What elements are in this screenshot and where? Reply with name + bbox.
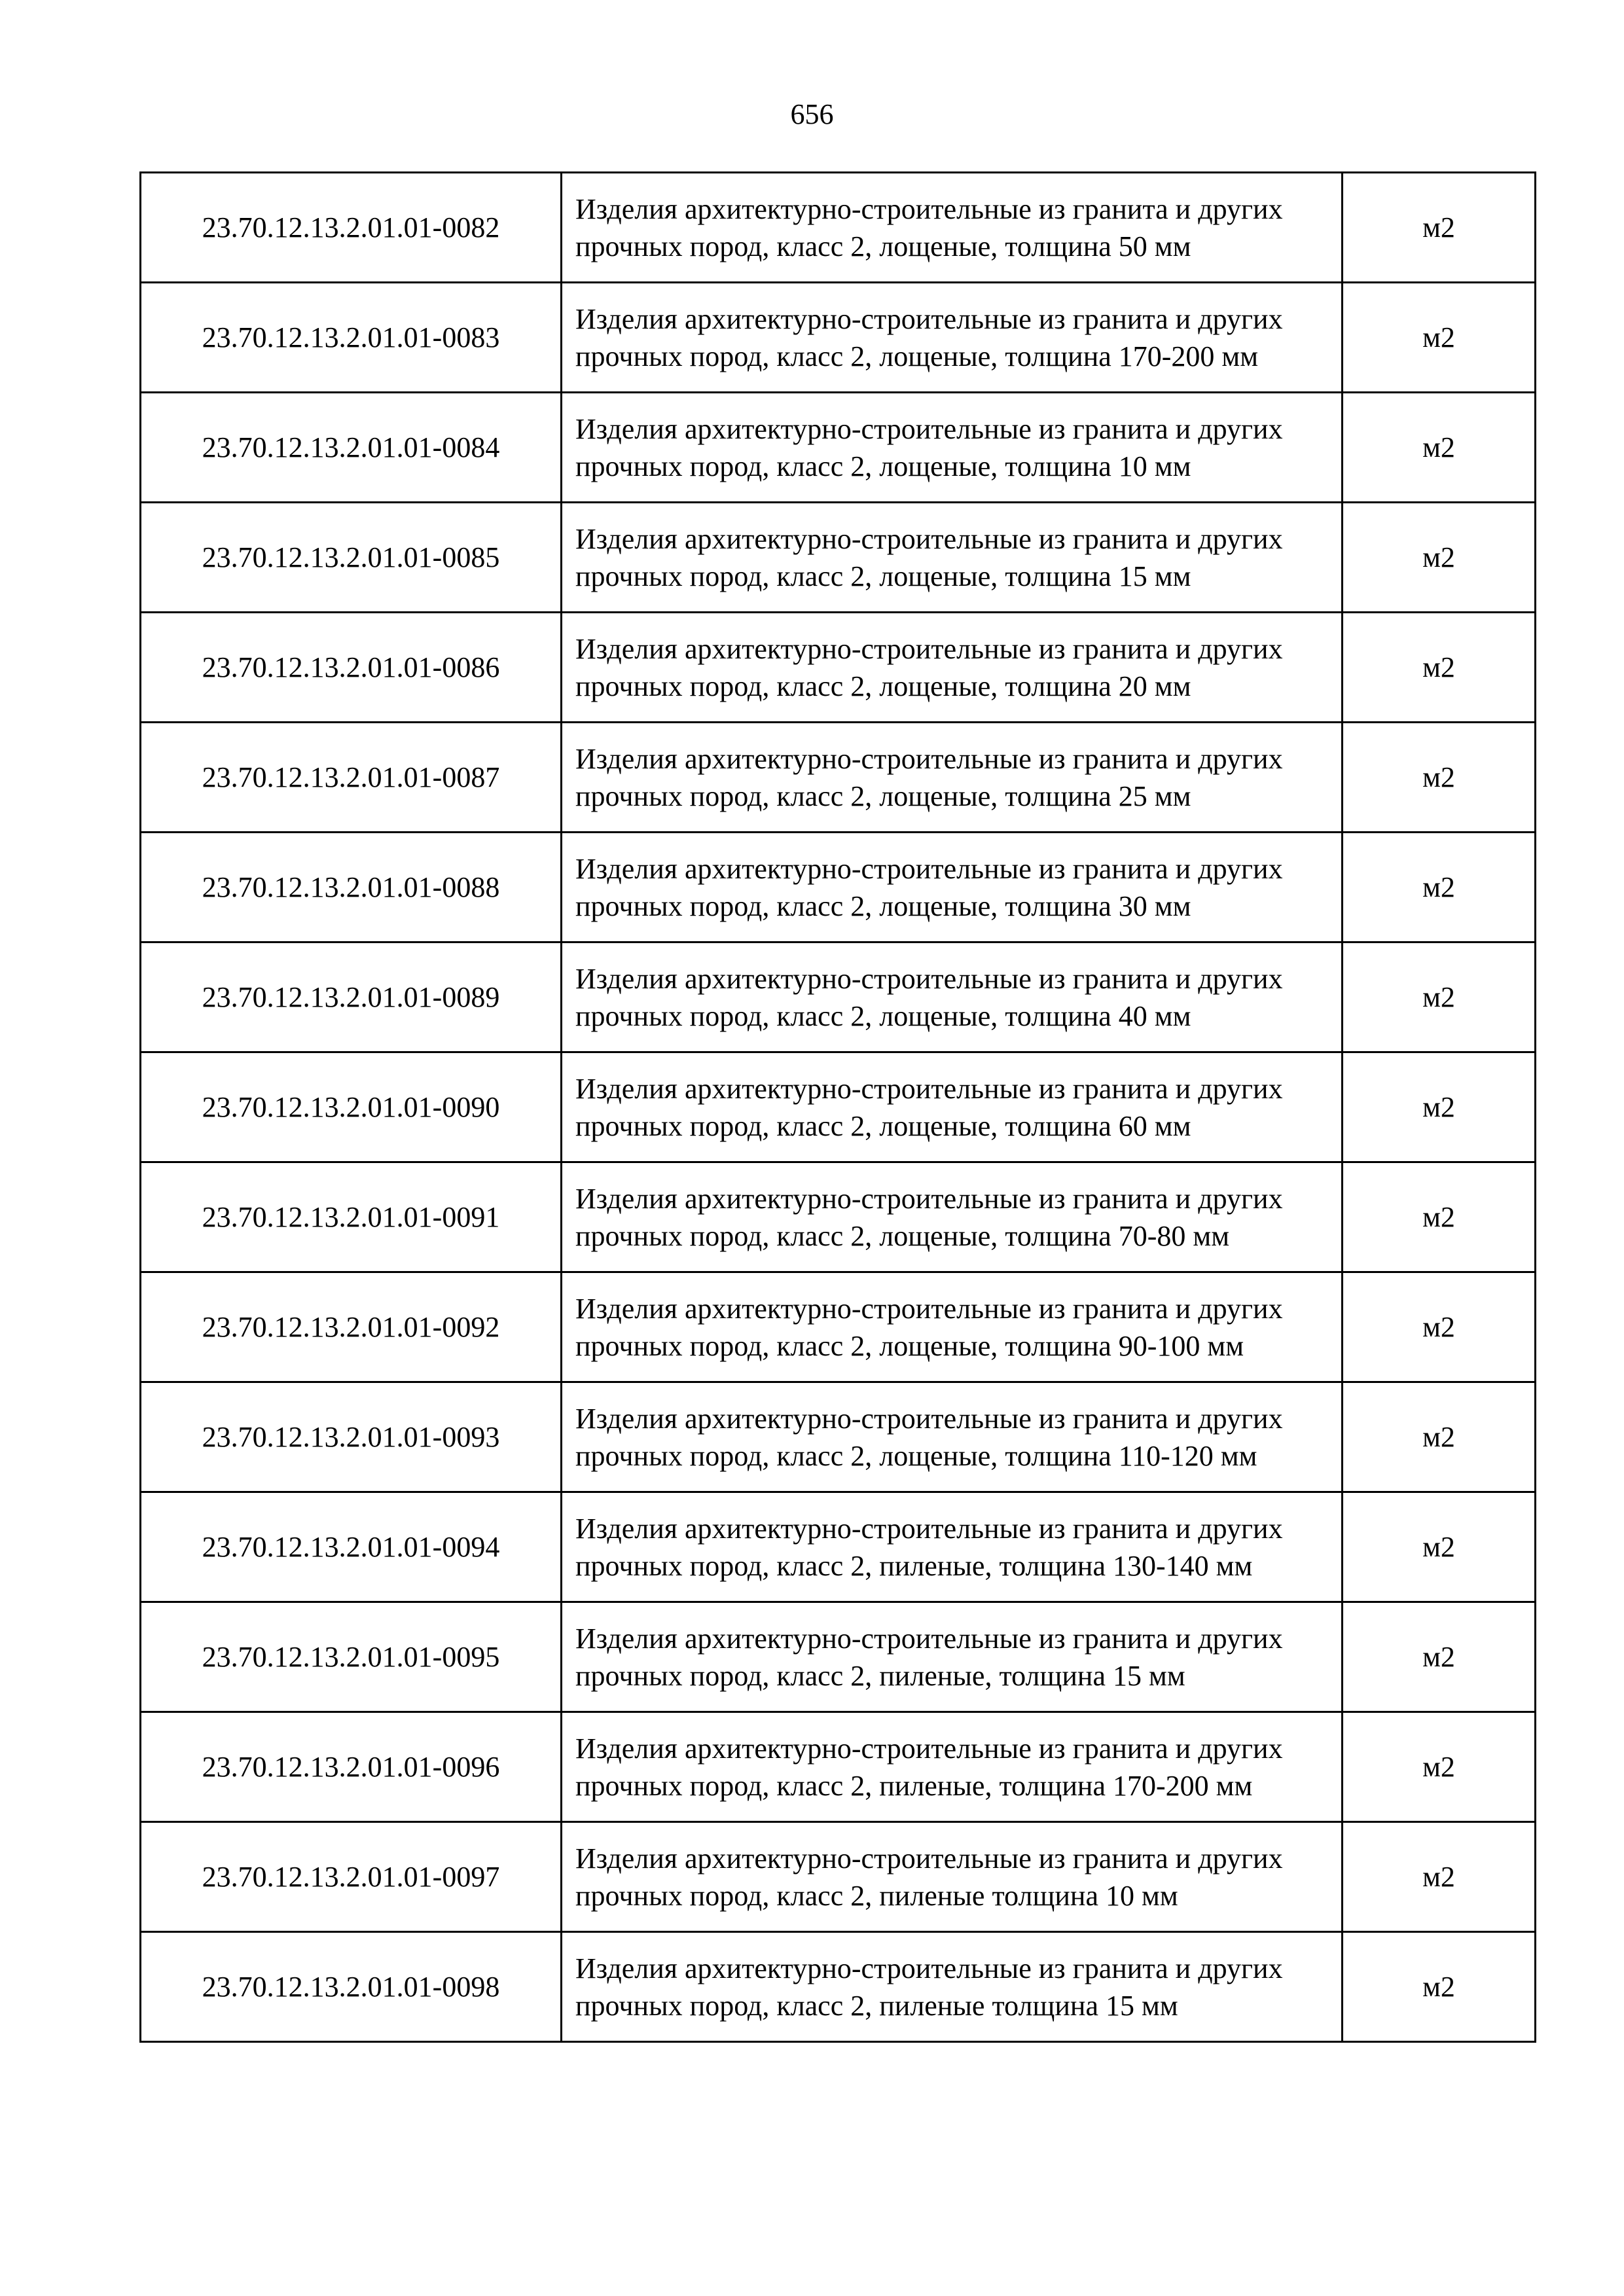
row-code: 23.70.12.13.2.01.01-0092: [141, 1272, 562, 1382]
row-code: 23.70.12.13.2.01.01-0085: [141, 503, 562, 613]
table-row: [141, 723, 1536, 833]
row-description: Изделия архитектурно-строительные из гранита и других прочных пород, класс 2, лощеные, толщина 70-80 мм: [562, 1162, 1343, 1272]
row-description: Изделия архитектурно-строительные из гранита и других прочных пород, класс 2, лощеные, толщина 10 мм: [562, 393, 1343, 503]
row-unit: м2: [1343, 1162, 1536, 1272]
page-number: 656: [790, 98, 834, 130]
row-unit: м2: [1343, 942, 1536, 1052]
row-code: 23.70.12.13.2.01.01-0098: [141, 1932, 562, 2042]
row-code: 23.70.12.13.2.01.01-0095: [141, 1602, 562, 1712]
row-code: 23.70.12.13.2.01.01-0093: [141, 1382, 562, 1492]
row-code: 23.70.12.13.2.01.01-0084: [141, 393, 562, 503]
table-row: [141, 393, 1536, 503]
table-row: [141, 1822, 1536, 1932]
row-code: 23.70.12.13.2.01.01-0091: [141, 1162, 562, 1272]
table-row: [141, 1492, 1536, 1602]
row-code: 23.70.12.13.2.01.01-0086: [141, 613, 562, 723]
table-row: [141, 1932, 1536, 2042]
row-unit: м2: [1343, 613, 1536, 723]
row-description: Изделия архитектурно-строительные из гранита и других прочных пород, класс 2, лощеные, толщина 40 мм: [562, 942, 1343, 1052]
row-unit: м2: [1343, 1052, 1536, 1162]
row-description: Изделия архитектурно-строительные из гранита и других прочных пород, класс 2, лощеные, толщина 60 мм: [562, 1052, 1343, 1162]
table-row: [141, 1052, 1536, 1162]
row-description: Изделия архитектурно-строительные из гранита и других прочных пород, класс 2, пиленые толщина 10 мм: [562, 1822, 1343, 1932]
table-row: [141, 1712, 1536, 1822]
row-code: 23.70.12.13.2.01.01-0097: [141, 1822, 562, 1932]
row-unit: м2: [1343, 503, 1536, 613]
row-code: 23.70.12.13.2.01.01-0090: [141, 1052, 562, 1162]
row-description: Изделия архитектурно-строительные из гранита и других прочных пород, класс 2, пиленые, толщина 130-140 мм: [562, 1492, 1343, 1602]
table-row: [141, 942, 1536, 1052]
row-description: Изделия архитектурно-строительные из гранита и других прочных пород, класс 2, лощеные, толщина 90-100 мм: [562, 1272, 1343, 1382]
row-unit: м2: [1343, 1602, 1536, 1712]
row-code: 23.70.12.13.2.01.01-0087: [141, 723, 562, 833]
table-row: [141, 1272, 1536, 1382]
row-code: 23.70.12.13.2.01.01-0083: [141, 283, 562, 393]
row-description: Изделия архитектурно-строительные из гранита и других прочных пород, класс 2, лощеные, толщина 110-120 мм: [562, 1382, 1343, 1492]
row-unit: м2: [1343, 1822, 1536, 1932]
row-code: 23.70.12.13.2.01.01-0096: [141, 1712, 562, 1822]
row-unit: м2: [1343, 283, 1536, 393]
row-description: Изделия архитектурно-строительные из гранита и других прочных пород, класс 2, лощеные, толщина 15 мм: [562, 503, 1343, 613]
table-row: [141, 173, 1536, 283]
row-unit: м2: [1343, 723, 1536, 833]
table-row: [141, 613, 1536, 723]
row-code: 23.70.12.13.2.01.01-0089: [141, 942, 562, 1052]
row-unit: м2: [1343, 1382, 1536, 1492]
row-description: Изделия архитектурно-строительные из гранита и других прочных пород, класс 2, лощеные, толщина 30 мм: [562, 833, 1343, 942]
row-unit: м2: [1343, 833, 1536, 942]
table-row: [141, 283, 1536, 393]
row-description: Изделия архитектурно-строительные из гранита и других прочных пород, класс 2, лощеные, толщина 50 мм: [562, 173, 1343, 283]
row-description: Изделия архитектурно-строительные из гранита и других прочных пород, класс 2, лощеные, толщина 170-200 мм: [562, 283, 1343, 393]
row-description: Изделия архитектурно-строительные из гранита и других прочных пород, класс 2, пиленые толщина 15 мм: [562, 1932, 1343, 2042]
table-row: [141, 833, 1536, 942]
table-row: [141, 1162, 1536, 1272]
row-description: Изделия архитектурно-строительные из гранита и других прочных пород, класс 2, пиленые, толщина 15 мм: [562, 1602, 1343, 1712]
row-code: 23.70.12.13.2.01.01-0094: [141, 1492, 562, 1602]
materials-table: [139, 171, 1536, 2043]
row-description: Изделия архитектурно-строительные из гранита и других прочных пород, класс 2, лощеные, толщина 25 мм: [562, 723, 1343, 833]
table-row: [141, 1382, 1536, 1492]
table-row: [141, 1602, 1536, 1712]
row-unit: м2: [1343, 1272, 1536, 1382]
row-description: Изделия архитектурно-строительные из гранита и других прочных пород, класс 2, лощеные, толщина 20 мм: [562, 613, 1343, 723]
row-unit: м2: [1343, 173, 1536, 283]
row-unit: м2: [1343, 1932, 1536, 2042]
row-code: 23.70.12.13.2.01.01-0082: [141, 173, 562, 283]
row-description: Изделия архитектурно-строительные из гранита и других прочных пород, класс 2, пиленые, толщина 170-200 мм: [562, 1712, 1343, 1822]
row-code: 23.70.12.13.2.01.01-0088: [141, 833, 562, 942]
row-unit: м2: [1343, 393, 1536, 503]
table-row: [141, 503, 1536, 613]
row-unit: м2: [1343, 1712, 1536, 1822]
row-unit: м2: [1343, 1492, 1536, 1602]
